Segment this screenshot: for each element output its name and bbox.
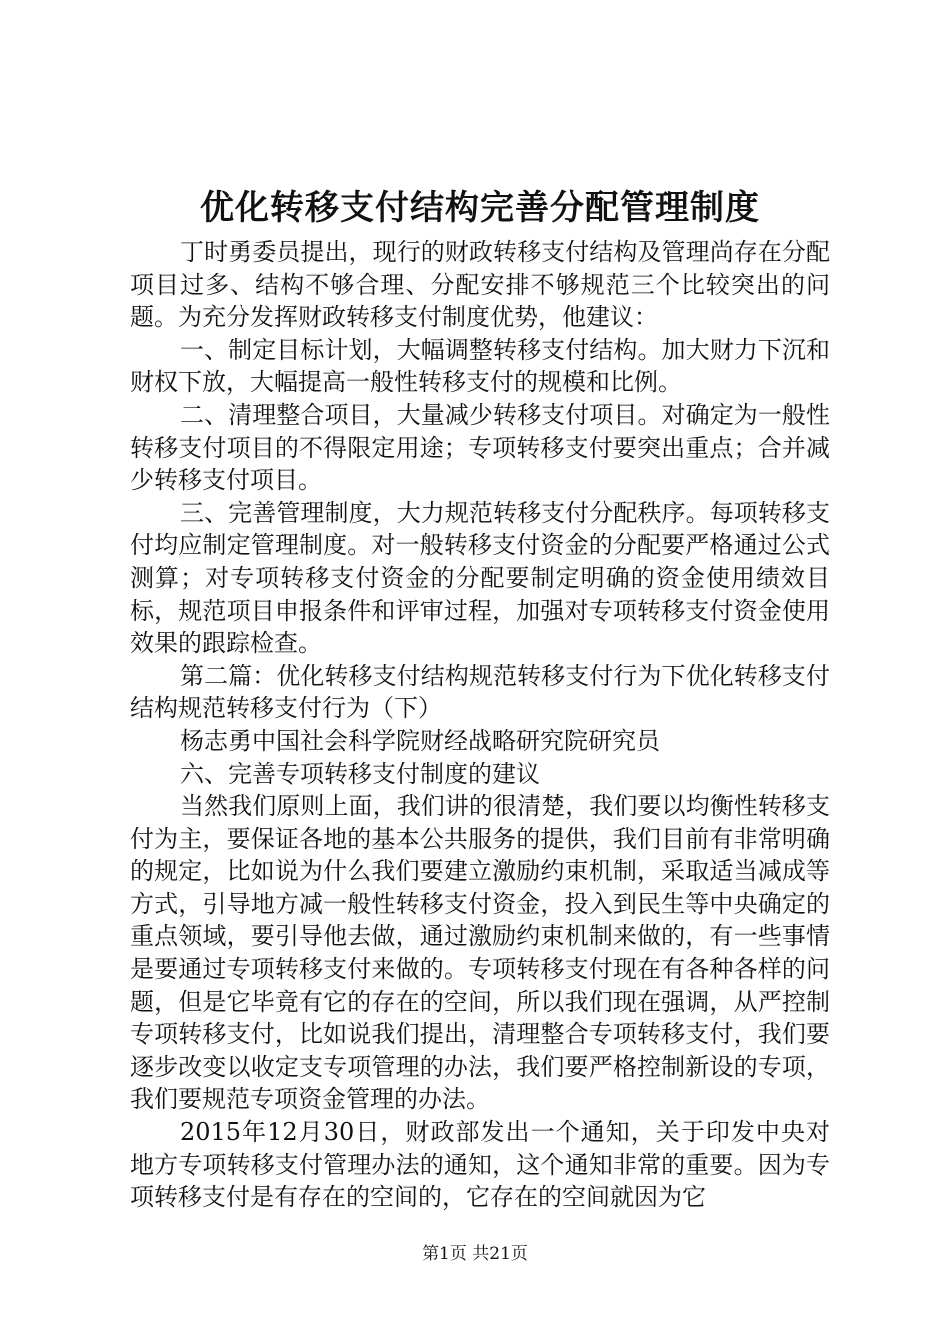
paragraph-suggestion-1: 一、制定目标计划，大幅调整转移支付结构。加大财力下沉和财权下放，大幅提高一般性转移支付的规模和比例。 — [130, 335, 830, 397]
page-footer: 第1页 共21页 — [422, 1244, 528, 1264]
paragraph-intro: 丁时勇委员提出，现行的财政转移支付结构及管理尚存在分配项目过多、结构不够合理、分配安排不够规范三个比较突出的问题。为充分发挥财政转移支付制度优势，他建议： — [130, 238, 830, 332]
paragraph-suggestion-3: 三、完善管理制度，大力规范转移支付分配秩序。每项转移支付均应制定管理制度。对一般转移支付资金的分配要严格通过公式测算；对专项转移支付资金的分配要制定明确的资金使用绩效目标，规范项目申报条件和评审过程，加强对专项转移支付资金使用效果的跟踪检查。 — [130, 498, 830, 658]
document-body — [130, 236, 830, 1214]
paragraph-author: 杨志勇中国社会科学院财经战略研究院研究员 — [180, 726, 660, 755]
paragraph-section-heading: 六、完善专项转移支付制度的建议 — [180, 759, 540, 788]
paragraph-notice: 2015年12月30日，财政部发出一个通知，关于印发中央对地方专项转移支付管理办法的通知，这个通知非常的重要。因为专项转移支付是有存在的空间的，它存在的空间就因为它 — [130, 1118, 830, 1212]
paragraph-discussion: 当然我们原则上面，我们讲的很清楚，我们要以均衡性转移支付为主，要保证各地的基本公共服务的提供，我们目前有非常明确的规定，比如说为什么我们要建立激励约束机制，采取适当减成等方式，引导地方减一般性转移支付资金，投入到民生等中央确定的重点领域，要引导他去做，通过激励约束机制来做的，有一些事情是要通过专项转移支付来做的。专项转移支付现在有各种各样的问题，但是它毕竟有它的存在的空间，所以我们现在强调，从严控制专项转移支付，比如说我们提出，清理整合专项转移支付，我们要逐步改变以收定支专项管理的办法，我们要严格控制新设的专项，我们要规范专项资金管理的办法。 — [130, 792, 830, 1114]
document-title: 优化转移支付结构完善分配管理制度 — [200, 188, 760, 228]
paragraph-suggestion-2: 二、清理整合项目，大量减少转移支付项目。对确定为一般性转移支付项目的不得限定用途；专项转移支付要突出重点；合并减少转移支付项目。 — [130, 400, 830, 495]
paragraph-second-article-heading: 第二篇：优化转移支付结构规范转移支付行为下优化转移支付结构规范转移支付行为（下） — [130, 661, 830, 723]
